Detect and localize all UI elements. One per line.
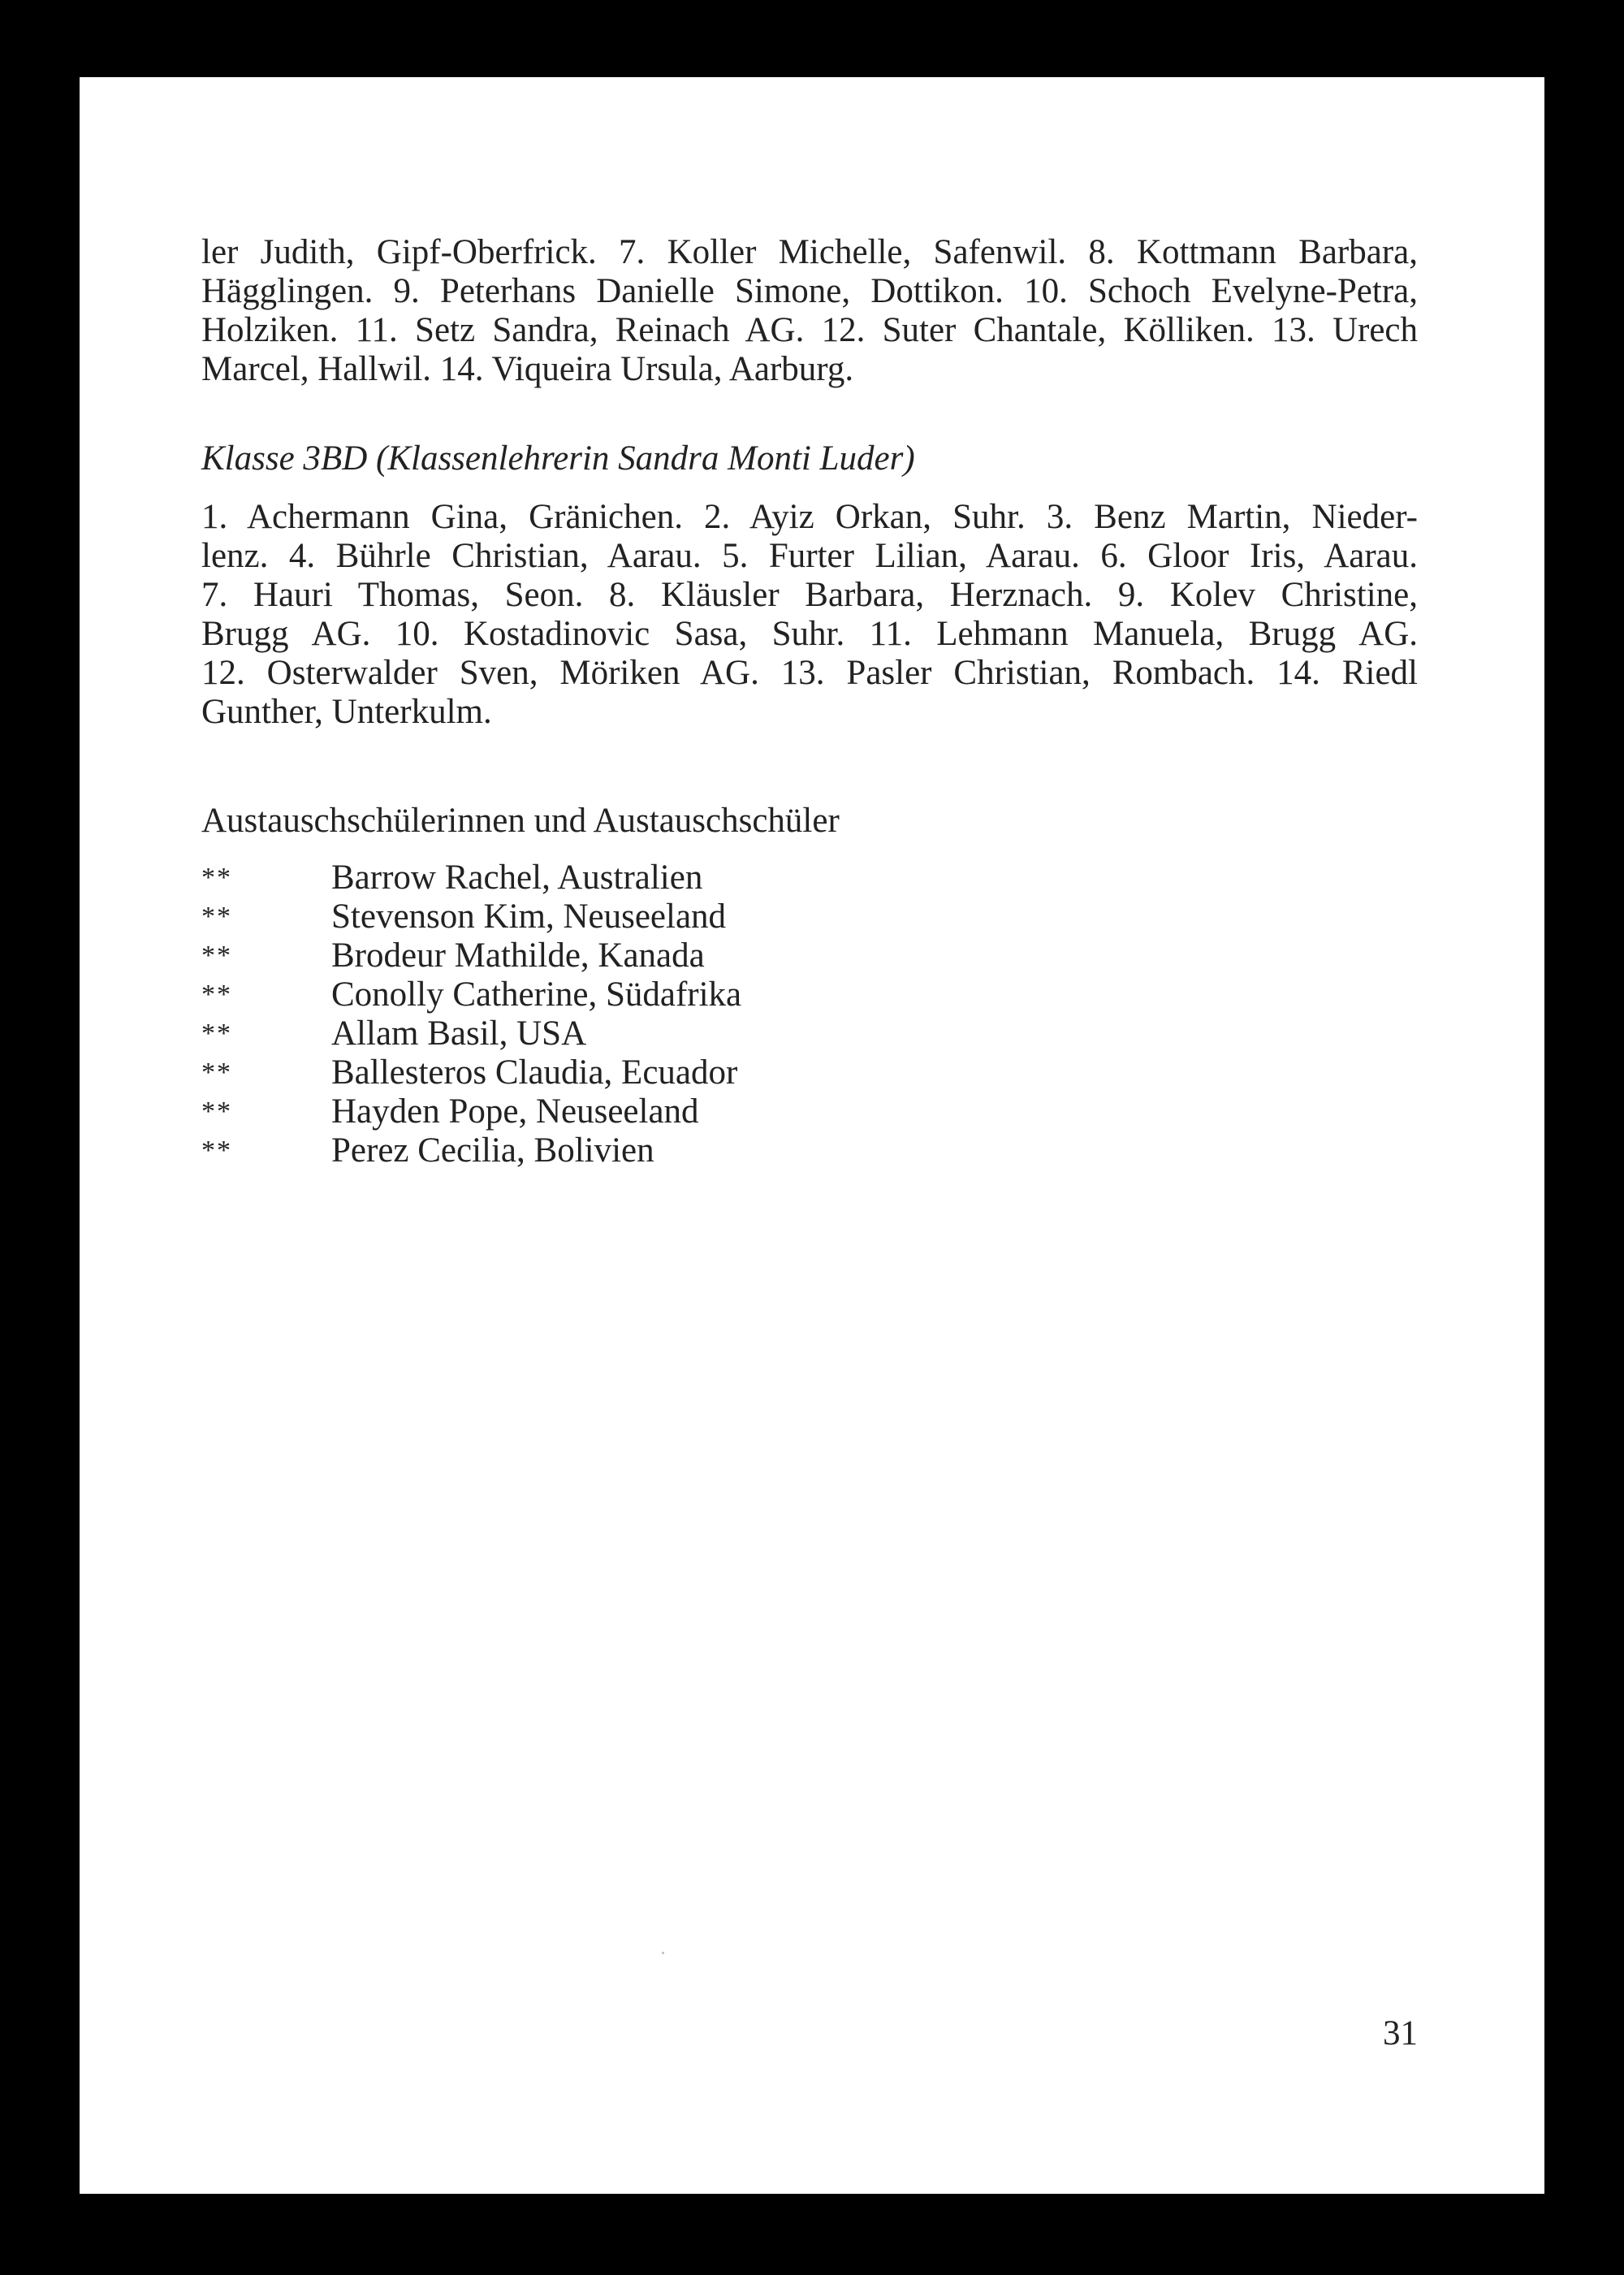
paragraph-line: 7. Hauri Thomas, Seon. 8. Kläusler Barbara, Herznach. 9. Kolev Christine, — [201, 576, 1418, 614]
list-item — [201, 859, 1418, 897]
student-name: Perez Cecilia, Bolivien — [331, 1131, 654, 1170]
student-name: Allam Basil, USA — [331, 1014, 587, 1053]
paragraph-line: Marcel, Hallwil. 14. Viqueira Ursula, Aarburg. — [201, 350, 854, 388]
student-name: Brodeur Mathilde, Kanada — [331, 936, 705, 975]
list-item — [201, 1014, 1418, 1053]
class-roster-paragraph — [201, 498, 1418, 732]
paragraph-line: Hägglingen. 9. Peterhans Danielle Simone, Dottikon. 10. Schoch Evelyne-Petra, — [201, 272, 1418, 310]
list-item — [201, 936, 1418, 975]
asterisk-marker: ** — [201, 1057, 232, 1088]
student-name: Barrow Rachel, Australien — [331, 859, 703, 897]
paragraph-line: Brugg AG. 10. Kostadinovic Sasa, Suhr. 11. Lehmann Manuela, Brugg AG. — [201, 615, 1418, 653]
asterisk-marker: ** — [201, 863, 232, 893]
student-name: Hayden Pope, Neuseeland — [331, 1092, 699, 1131]
paragraph-line: 12. Osterwalder Sven, Möriken AG. 13. Pasler Christian, Rombach. 14. Riedl — [201, 654, 1418, 692]
student-name: Ballesteros Claudia, Ecuador — [331, 1053, 738, 1092]
paragraph-line: Holziken. 11. Setz Sandra, Reinach AG. 12. Suter Chantale, Kölliken. 13. Urech — [201, 311, 1418, 349]
list-item — [201, 1092, 1418, 1131]
paragraph-line: lenz. 4. Bührle Christian, Aarau. 5. Furter Lilian, Aarau. 6. Gloor Iris, Aarau. — [201, 537, 1418, 575]
asterisk-marker: ** — [201, 941, 232, 971]
list-item — [201, 897, 1418, 936]
asterisk-marker: ** — [201, 1135, 232, 1166]
intro-paragraph — [201, 233, 1418, 389]
list-item — [201, 975, 1418, 1014]
page-number: 31 — [1383, 2014, 1418, 2052]
paragraph-line: ler Judith, Gipf-Oberfrick. 7. Koller Michelle, Safenwil. 8. Kottmann Barbara, — [201, 233, 1418, 271]
asterisk-marker: ** — [201, 1096, 232, 1127]
exchange-heading: Austauschschülerinnen und Austauschschüler — [201, 802, 840, 840]
student-name: Stevenson Kim, Neuseeland — [331, 897, 727, 936]
list-item — [201, 1053, 1418, 1092]
paragraph-line: Gunther, Unterkulm. — [201, 693, 492, 731]
class-heading: Klasse 3BD (Klassenlehrerin Sandra Monti Luder) — [201, 439, 915, 478]
document-page — [80, 77, 1544, 2194]
asterisk-marker: ** — [201, 980, 232, 1010]
scan-speck — [662, 1952, 664, 1954]
asterisk-marker: ** — [201, 902, 232, 932]
paragraph-line: 1. Achermann Gina, Gränichen. 2. Ayiz Orkan, Suhr. 3. Benz Martin, Nieder- — [201, 498, 1418, 536]
exchange-student-list — [201, 859, 1418, 1170]
student-name: Conolly Catherine, Südafrika — [331, 975, 742, 1014]
list-item — [201, 1131, 1418, 1170]
page-content — [201, 233, 1418, 1170]
asterisk-marker: ** — [201, 1019, 232, 1049]
